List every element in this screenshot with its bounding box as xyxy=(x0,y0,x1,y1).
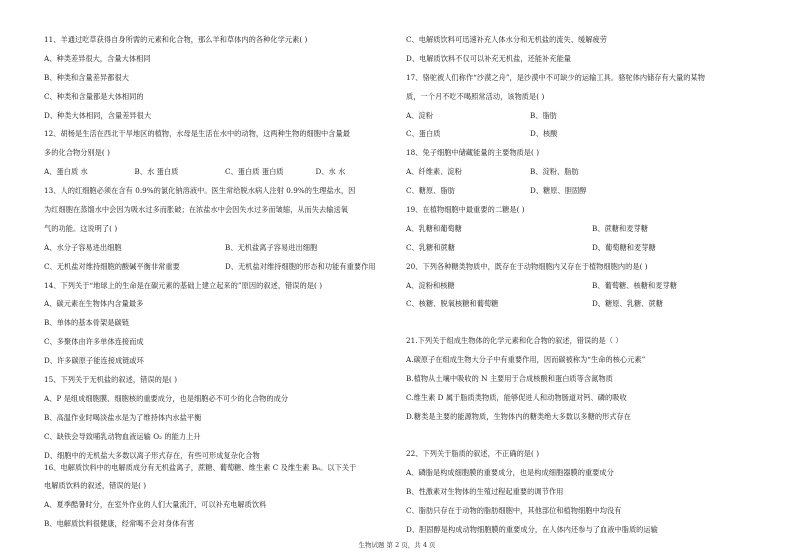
q22-stem: 22、下列关于脂质的叙述，不正确的是( ) xyxy=(406,449,540,459)
q20-option-a: A、淀粉和核糖 xyxy=(406,280,455,290)
q16-option-c: C、电解质饮料可迅速补充人体水分和无机盐的流失、缓解疲劳 xyxy=(406,35,607,44)
q14-option-b: B、单体的基本骨架是碳链 xyxy=(44,318,129,328)
q19-option-b: B、蔗糖和麦芽糖 xyxy=(592,223,648,233)
q21-option-a: A.碳原子在组成生物大分子中有重要作用，因而碳被称为“生命的核心元素” xyxy=(406,355,646,365)
q12-option-a: A、蛋白质 水 xyxy=(44,167,88,177)
q13-option-c: C、无机盐对维持细胞的酸碱平衡非常重要 xyxy=(44,261,180,271)
q17-option-a: A、淀粉 xyxy=(406,110,433,120)
q22-option-c: C、脂肪只存在于动物的脂肪细胞中，其他部位和植物细胞中均没有 xyxy=(406,505,622,515)
q13-option-d: D、无机盐对维持细胞的形态和功能有重要作用 xyxy=(225,261,376,271)
q18-option-c: C、糖原、脂肪 xyxy=(406,186,455,196)
q17-stem-line1: 17、骆驼被人们称作“沙漠之舟”，是沙漠中不可缺少的运输工具。骆驼体内储存有大量的某物 xyxy=(406,72,705,82)
q20-option-b: B、葡萄糖、核糖和麦芽糖 xyxy=(592,280,677,290)
q16-stem-line2: 电解质饮料的叙述，错误的是( ) xyxy=(44,481,147,491)
q19-stem: 19、在植物细胞中最重要的二糖是( ) xyxy=(406,205,525,215)
q11-stem: 11、羊通过吃草获得自身所需的元素和化合物，那么羊和草体内的各种化学元素( ) xyxy=(44,35,308,44)
q11-option-b: B、种类和含量差异都很大 xyxy=(44,72,129,82)
q12-stem-line2: 多的化合物分别是( ) xyxy=(44,148,110,158)
q18-option-a: A、纤维素、淀粉 xyxy=(406,167,462,177)
q20-options-cd xyxy=(406,298,778,309)
q13-stem-line1: 13、人的红细胞必须在含有 0.9%的氯化钠溶液中。医生常给脱水病人注射 0.9%的生理盐水，因 xyxy=(44,186,356,196)
q16-option-b: B、电解质饮料很健康，经常喝不会对身体有害 xyxy=(44,519,195,529)
q14-option-c: C、多聚体由许多单体连接而成 xyxy=(44,337,144,347)
q13-option-a: A、水分子容易进出细胞 xyxy=(44,242,122,252)
q20-option-c: C、核糖、脱氧核糖和葡萄糖 xyxy=(406,299,499,309)
q21-option-b: B.植物从土壤中吸收的 N 主要用于合成核酸和蛋白质等含氮物质 xyxy=(406,374,613,384)
q12-option-b: B、水 蛋白质 xyxy=(134,167,179,177)
q21-stem: 21.下列关于组成生物体的化学元素和化合物的叙述，错误的是（ ） xyxy=(406,336,623,346)
q13-options-ab xyxy=(44,242,406,253)
q12-option-c: C、蛋白质 蛋白质 xyxy=(225,167,284,177)
q12-stem-line1: 12、胡杨是生活在西北干旱地区的植物，水母是生活在水中的动物，这两种生物的细胞中含量最 xyxy=(44,129,350,139)
q22-option-a: A、磷脂是构成细胞膜的重要成分，也是构成细胞器膜的重要成分 xyxy=(406,467,614,477)
q19-options-ab xyxy=(406,223,778,234)
q17-option-d: D、核酸 xyxy=(530,129,558,139)
q17-options-cd xyxy=(406,128,778,139)
q15-option-b: B、高温作业时喝淡盐水是为了维持体内水盐平衡 xyxy=(44,412,202,422)
q19-option-a: A、乳糖和葡萄糖 xyxy=(406,223,462,233)
q21-option-c: C.维生素 D 属于脂质类物质，能够促进人和动物肠道对钙、磷的吸收 xyxy=(406,393,627,403)
q16-option-d: D、电解质饮料不仅可以补充无机盐，还能补充能量 xyxy=(406,53,572,63)
q19-option-d: D、葡萄糖和麦芽糖 xyxy=(592,242,656,252)
q18-option-b: B、淀粉、脂肪 xyxy=(530,167,579,177)
q21-option-d: D.糖类是主要的能源物质，生物体内的糖类绝大多数以多糖的形式存在 xyxy=(406,412,632,422)
q13-stem-line2: 为红细胞在蒸馏水中会因为吸水过多而胀破；在浓盐水中会因失水过多而皱缩，从而失去输送氧 xyxy=(44,205,348,215)
q15-stem: 15、下列关于无机盐的叙述，错误的是( ) xyxy=(44,375,178,385)
q11-option-d: D、种类大体相同，含量差异很大 xyxy=(44,110,152,120)
q16-stem-line1: 16、电解质饮料中的电解质成分有无机盐离子，蔗糖、葡萄糖、维生素 C 及维生素 B₆。以下关于 xyxy=(44,462,357,472)
q17-option-b: B、脂肪 xyxy=(530,110,558,120)
q14-option-d: D、许多碳原子能连接成链或环 xyxy=(44,356,144,366)
q13-options-cd xyxy=(44,261,406,272)
q19-option-c: C、乳糖和蔗糖 xyxy=(406,242,455,252)
q18-stem: 18、兔子细胞中储藏能量的主要物质是( ) xyxy=(406,148,540,158)
q14-stem: 14、下列关于“地球上的生命是在碳元素的基础上建立起来的”原因的叙述，错误的是( ) xyxy=(44,280,323,290)
q18-options-ab xyxy=(406,166,778,177)
left-column xyxy=(44,34,406,537)
q13-option-b: B、无机盐离子容易进出细胞 xyxy=(225,242,318,252)
q22-option-b: B、性激素对生物体的生殖过程起重要的调节作用 xyxy=(406,486,564,496)
q18-option-d: D、糖原、胆固醇 xyxy=(530,186,587,196)
q12-options xyxy=(44,166,406,177)
q17-options-ab xyxy=(406,110,778,121)
q17-stem-line2: 质，一个月不吃不喝照常活动，该物质是( ) xyxy=(406,91,545,101)
q14-option-a: A、碳元素在生物体内含量最多 xyxy=(44,299,144,309)
right-column xyxy=(406,34,778,542)
q12-option-d: D、水 水 xyxy=(315,167,346,177)
q11-option-a: A、种类差异很大，含量大体相同 xyxy=(44,53,151,63)
q15-option-a: A、P 是组成细胞膜、细胞核的重要成分，也是细胞必不可少的化合物的成分 xyxy=(44,393,289,403)
q16-option-a: A、夏季酷暑时分，在室外作业的人们大量流汗，可以补充电解质饮料 xyxy=(44,500,267,510)
q15-option-c: C、缺铁会导致哺乳动物血液运输 O₂ 的能力上升 xyxy=(44,431,201,441)
q20-options-ab xyxy=(406,280,778,291)
q19-options-cd xyxy=(406,242,778,253)
q20-stem: 20、下列各种糖类物质中，既存在于动物细胞内又存在于植物细胞内的是( ) xyxy=(406,261,648,271)
q20-option-d: D、糖原、乳糖、蔗糖 xyxy=(592,299,663,309)
q11-option-c: C、种类和含量都是大体相同的 xyxy=(44,91,144,101)
page-footer: 生物试题 第 2 页，共 4 页 xyxy=(358,541,436,549)
q15-option-d: D、细胞中的无机盐大多数以离子形式存在，有些可形成复杂化合物 xyxy=(44,450,260,460)
q22-option-d: D、胆固醇是构成动物细胞膜的重要成分，在人体内还参与了血液中脂质的运输 xyxy=(406,524,658,534)
q13-stem-line3: 气的功能。这说明了( ) xyxy=(44,223,118,233)
q17-option-c: C、蛋白质 xyxy=(406,129,441,139)
q18-options-cd xyxy=(406,185,778,196)
